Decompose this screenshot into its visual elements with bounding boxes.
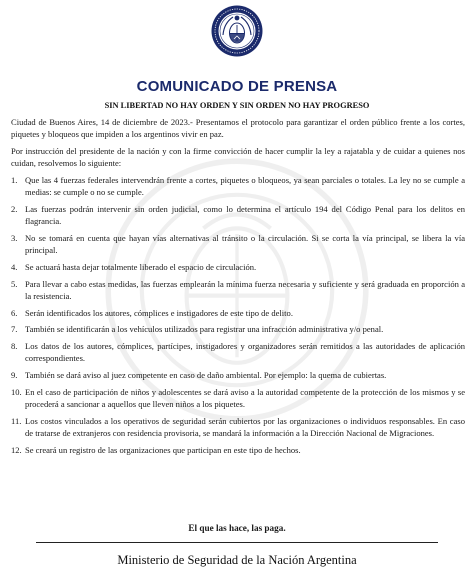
page-subtitle: SIN LIBERTAD NO HAY ORDEN Y SIN ORDEN NO HAY PROGRESO — [104, 101, 370, 110]
item-text: Los costos vinculados a los operativos de seguridad serán cubiertos por las organizaciones o individuos responsables. En caso de tratarse de extranjeros con residencia provisoria, se mandará la información a la Dirección Nacional de Migraciones. — [25, 416, 465, 439]
item-number: 4. — [11, 261, 18, 272]
list-item — [11, 174, 465, 198]
list-item — [11, 323, 465, 335]
list-item — [11, 232, 465, 256]
item-number: 3. — [11, 232, 18, 243]
item-text: Los datos de los autores, cómplices, partícipes, instigadores y organizadores serán remitidos a las autoridades de aplicación correspondientes. — [25, 341, 465, 364]
instruction-paragraph: Por instrucción del presidente de la nación y con la firme convicción de hacer cumplir la ley a rajatabla y de cuidar a quienes nos cuidan, resolvemos lo siguiente: — [11, 145, 465, 169]
item-text: Se actuará hasta dejar totalmente liberado el espacio de circulación. — [25, 261, 257, 272]
document-body — [11, 116, 465, 461]
item-number: 5. — [11, 278, 18, 289]
list-item — [11, 278, 465, 302]
item-text: Las fuerzas podrán intervenir sin orden judicial, como lo determina el artículo 194 del Código Penal para los delitos en flagrancia. — [25, 203, 465, 227]
item-number: 12. — [11, 445, 22, 455]
list-item — [11, 386, 465, 410]
item-text: Se creará un registro de las organizaciones que participan en este tipo de hechos. — [25, 445, 301, 455]
item-text: Que las 4 fuerzas federales intervendrán frente a cortes, piquetes o bloqueos, ya sean parciales o totales. La ley no se cumple a medias: se cumple o no se cumple. — [25, 174, 465, 198]
coat-of-arms-seal-icon — [211, 5, 263, 57]
closing-slogan: El que las hace, las paga. — [188, 523, 286, 533]
list-item — [11, 340, 465, 364]
list-item — [11, 203, 465, 227]
item-number: 2. — [11, 203, 18, 214]
intro-paragraph: Ciudad de Buenos Aires, 14 de diciembre de 2023.- Presentamos el protocolo para garantizar el orden público frente a los cortes, piquetes y bloqueos que impiden a los argentinos vivir en paz. — [11, 117, 465, 140]
list-item — [11, 307, 465, 319]
item-number: 6. — [11, 307, 18, 318]
item-number: 8. — [11, 341, 18, 352]
list-item — [11, 261, 465, 273]
item-text: En el caso de participación de niños y adolescentes se dará aviso a la autoridad competente de la protección de los mismos y se procederá a sancionar a aquellos que lleven niños a los piquetes. — [25, 387, 465, 410]
item-text: Para llevar a cabo estas medidas, las fuerzas emplearán la mínima fuerza necesaria y suficiente y será graduada en proporción a la resistencia. — [25, 278, 465, 301]
measures-list — [11, 174, 465, 456]
item-text: No se tomará en cuenta que hayan vías alternativas al tránsito o la circulación. Si se corta la vía principal, se libera la vía principal. — [25, 232, 465, 256]
footer-ministry: Ministerio de Seguridad de la Nación Argentina — [117, 553, 357, 567]
item-number: 9. — [11, 370, 18, 381]
page-title: COMUNICADO DE PRENSA — [136, 78, 338, 95]
item-text: Serán identificados los autores, cómplices e instigadores de este tipo de delito. — [25, 307, 293, 318]
item-number: 10. — [11, 387, 22, 397]
item-text: También se dará aviso al juez competente en caso de daño ambiental. Por ejemplo: la quema de cubiertas. — [25, 370, 387, 381]
list-item — [11, 444, 465, 456]
item-number: 7. — [11, 324, 18, 335]
item-number: 11. — [11, 416, 22, 426]
item-text: También se identificarán a los vehículos utilizados para registrar una infracción administrativa y/o penal. — [25, 324, 384, 335]
item-number: 1. — [11, 174, 18, 185]
list-item — [11, 369, 465, 381]
list-item — [11, 415, 465, 439]
footer-divider — [36, 542, 438, 543]
